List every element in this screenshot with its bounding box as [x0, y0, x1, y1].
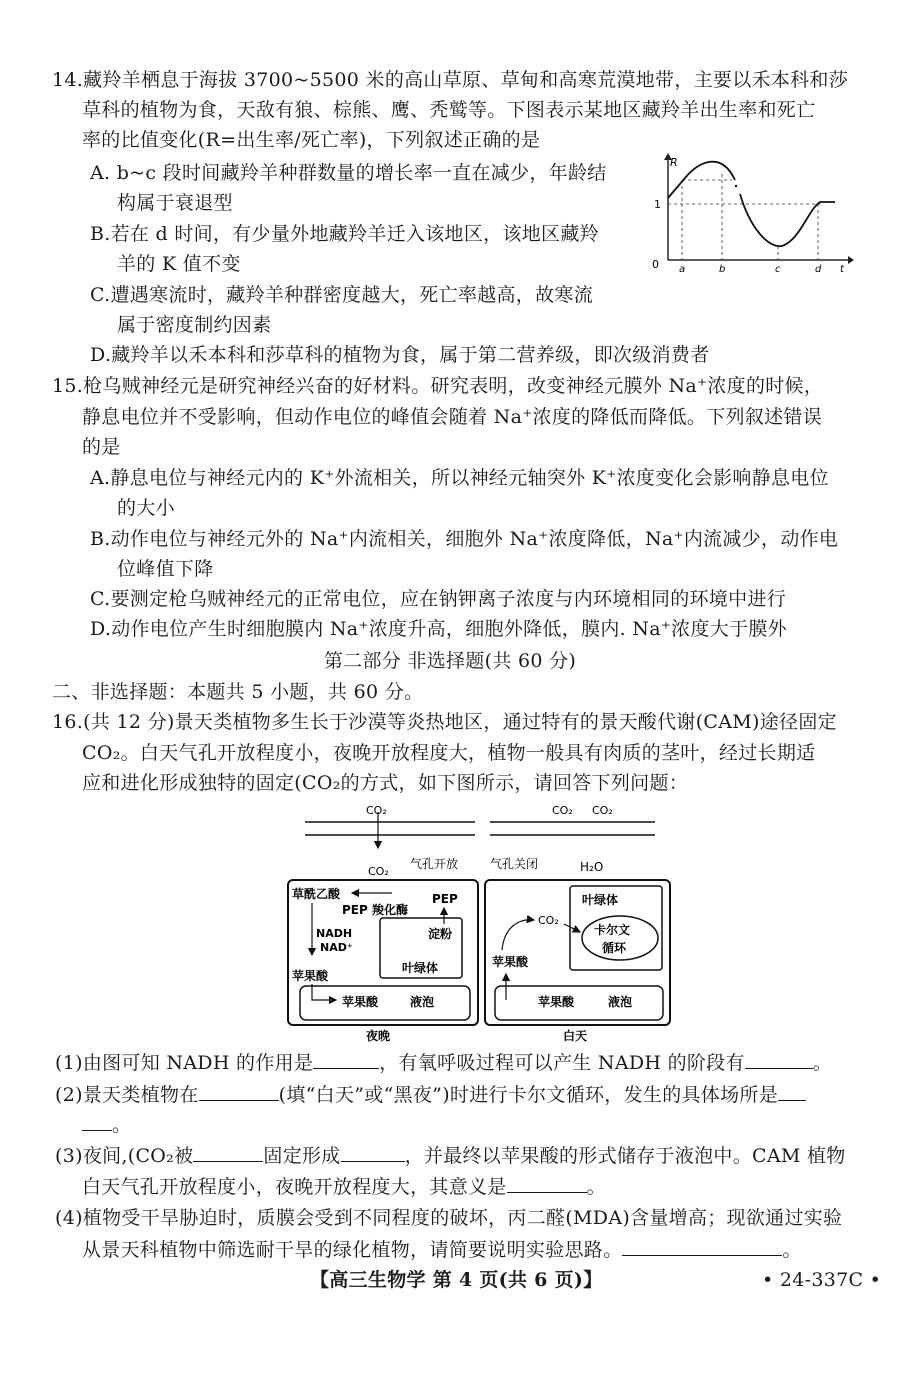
day-malate-label: 苹果酸 [492, 955, 529, 969]
q15-option-b-cont: 位峰值下降 [117, 558, 214, 580]
q15-stem-line1: 15.枪乌贼神经元是研究神经兴奋的好材料。研究表明，改变神经元膜外 Na⁺浓度的时候， [52, 375, 824, 397]
part2-section-title: 二、非选择题：本题共 5 小题，共 60 分。 [52, 681, 424, 703]
q16-part3-text-c: ，并最终以苹果酸的形式储存于液泡中。CAM 植物 [404, 1145, 846, 1167]
starch-label: 淀粉 [428, 927, 453, 941]
r-ratio-graph [650, 150, 855, 275]
q16-part1-text-b: ，有氧呼吸过程可以产生 NADH 的阶段有 [379, 1052, 745, 1074]
q14-stem-line1: 14.藏羚羊栖息于海拔 3700~5500 米的高山草原、草甸和高寒荒漠地带，主要以禾本科和莎 [52, 69, 849, 91]
answer-blank-8[interactable] [622, 1237, 782, 1256]
nad-label: NAD⁺ [320, 941, 353, 954]
night-malate-label: 苹果酸 [292, 969, 329, 983]
graph-tick-c: c [775, 264, 781, 275]
night-chloroplast-label: 叶绿体 [402, 961, 439, 975]
calvin-label-2: 循环 [602, 941, 627, 955]
q14-option-b-cont: 羊的 K 值不变 [117, 253, 241, 275]
day-co2-label-2: CO₂ [592, 804, 613, 817]
q15-stem-line2: 静息电位并不受影响，但动作电位的峰值会随着 Na⁺浓度的降低而降低。下列叙述错误 [82, 406, 823, 428]
q15-option-a-cont: 的大小 [117, 497, 175, 519]
q14-option-b: B.若在 d 时间，有少量外地藏羚羊迁入该地区，该地区藏羚 [90, 223, 599, 245]
q14-stem-line3: 率的比值变化(R=出生率/死亡率)，下列叙述正确的是 [82, 129, 541, 151]
q16-part2-text: (2)景天类植物在 [55, 1084, 199, 1106]
q16-part1 [55, 1050, 832, 1075]
answer-blank-7[interactable] [507, 1174, 587, 1193]
q16-part1-text: (1)由图可知 NADH 的作用是 [55, 1052, 314, 1074]
q16-part3-text-d: 白天气孔开放程度小，夜晚开放程度大，其意义是 [82, 1176, 507, 1198]
pep-label: PEP [432, 892, 458, 906]
graph-y-label: R [670, 156, 678, 169]
stomata-closed-label: 气孔关闭 [490, 857, 539, 871]
night-inner-co2: CO₂ [368, 865, 389, 878]
q16-part3-text: (3)夜间,(CO₂被 [55, 1145, 194, 1167]
q16-part2-end: 。 [112, 1114, 132, 1136]
q16-part2 [55, 1082, 806, 1107]
q14-option-d: D.藏羚羊以禾本科和莎草科的植物为食，属于第二营养级，即次级消费者 [90, 344, 710, 366]
q16-part3-end: 。 [586, 1176, 606, 1198]
q16-stem-line2: CO₂。白天气孔开放程度小，夜晚开放程度大，植物一般具有肉质的茎叶，经过长期适 [82, 742, 816, 764]
vacuole-malate-day: 苹果酸 [538, 995, 575, 1009]
q15-stem-line3: 的是 [82, 436, 121, 458]
graph-origin: 0 [652, 258, 659, 271]
q16-part3 [55, 1143, 846, 1168]
oxaloacetate-label: 草酰乙酸 [292, 887, 341, 901]
q16-part4-end: 。 [782, 1239, 802, 1261]
q15-option-c: C.要测定枪乌贼神经元的正常电位，应在钠钾离子浓度与内环境相同的环境中进行 [90, 588, 787, 610]
q16-stem-line1: 16.(共 12 分)景天类植物多生长于沙漠等炎热地区，通过特有的景天酸代谢(CAM)途径固定 [52, 711, 837, 733]
graph-tick-d: d [815, 264, 822, 275]
vacuole-label-night: 液泡 [410, 995, 435, 1009]
q16-part4: (4)植物受干旱胁迫时，质膜会受到不同程度的破坏，丙二醛(MDA)含量增高；现欲通过实验 [55, 1207, 843, 1229]
answer-blank-2[interactable] [745, 1050, 813, 1069]
answer-blank-1[interactable] [313, 1050, 379, 1069]
q16-part4-cont [82, 1237, 802, 1262]
q14-option-a: A. b~c 段时间藏羚羊种群数量的增长率一直在减少，年龄结 [90, 162, 607, 184]
day-chloroplast-label: 叶绿体 [582, 893, 619, 907]
day-co2-label-1: CO₂ [552, 804, 573, 817]
q16-part3-cont [82, 1174, 606, 1199]
q16-part3-text-b: 固定形成 [263, 1145, 341, 1167]
answer-blank-4-cont[interactable] [82, 1112, 112, 1131]
footer-page-title: 【高三生物学 第 4 页(共 6 页)】 [310, 1269, 603, 1291]
q16-part1-end: 。 [812, 1052, 833, 1074]
night-caption: 夜晚 [366, 1029, 391, 1043]
footer-exam-code: • 24-337C • [762, 1269, 882, 1291]
q16-part2-cont [82, 1112, 131, 1137]
graph-tick-b: b [719, 264, 726, 275]
q15-option-d: D.动作电位产生时细胞膜内 Na⁺浓度升高，细胞外降低，膜内. Na⁺浓度大于膜外 [90, 618, 787, 640]
day-caption: 白天 [563, 1029, 588, 1043]
night-co2-label: CO₂ [366, 804, 387, 817]
q14-option-c: C.遭遇寒流时，藏羚羊种群密度越大，死亡率越高，故寒流 [90, 284, 594, 306]
h2o-label: H₂O [580, 860, 604, 874]
vacuole-label-day: 液泡 [608, 995, 633, 1009]
answer-blank-4[interactable] [778, 1082, 806, 1101]
calvin-label-1: 卡尔文 [594, 923, 631, 937]
graph-tick-a: a [679, 264, 686, 275]
q14-stem-line2: 草科的植物为食，天敌有狼、棕熊、鹰、秃鹫等。下图表示某地区藏羚羊出生率和死亡 [82, 99, 816, 121]
stomata-open-label: 气孔开放 [410, 857, 459, 871]
q16-part4-text-b: 从景天科植物中筛选耐干旱的绿化植物，请简要说明实验思路。 [82, 1239, 623, 1261]
cam-pathway-diagram [280, 800, 680, 1045]
q16-part2-text-b: (填“白天”或“黑夜”)时进行卡尔文循环，发生的具体场所是 [278, 1084, 779, 1106]
graph-one-label: 1 [654, 198, 661, 211]
q15-option-a: A.静息电位与神经元内的 K⁺外流相关，所以神经元轴突外 K⁺浓度变化会影响静息电位 [90, 467, 829, 489]
vacuole-malate-night: 苹果酸 [342, 995, 379, 1009]
q16-stem-line3: 应和进化形成独特的固定(CO₂的方式，如下图所示，请回答下列问题： [82, 772, 689, 794]
pep-carboxylase-label: PEP 羧化酶 [342, 903, 408, 917]
q14-option-a-cont: 构属于衰退型 [117, 192, 233, 214]
answer-blank-3[interactable] [199, 1082, 279, 1101]
q14-option-c-cont: 属于密度制约因素 [117, 314, 272, 336]
graph-tick-t: t [840, 264, 844, 275]
q15-option-b: B.动作电位与神经元外的 Na⁺内流相关，细胞外 Na⁺浓度降低，Na⁺内流减少，动作电 [90, 528, 839, 550]
answer-blank-6[interactable] [341, 1143, 405, 1162]
part2-heading: 第二部分 非选择题(共 60 分) [323, 650, 577, 672]
day-inner-co2: CO₂ [538, 914, 559, 927]
nadh-label: NADH [316, 927, 353, 940]
answer-blank-5[interactable] [193, 1143, 263, 1162]
